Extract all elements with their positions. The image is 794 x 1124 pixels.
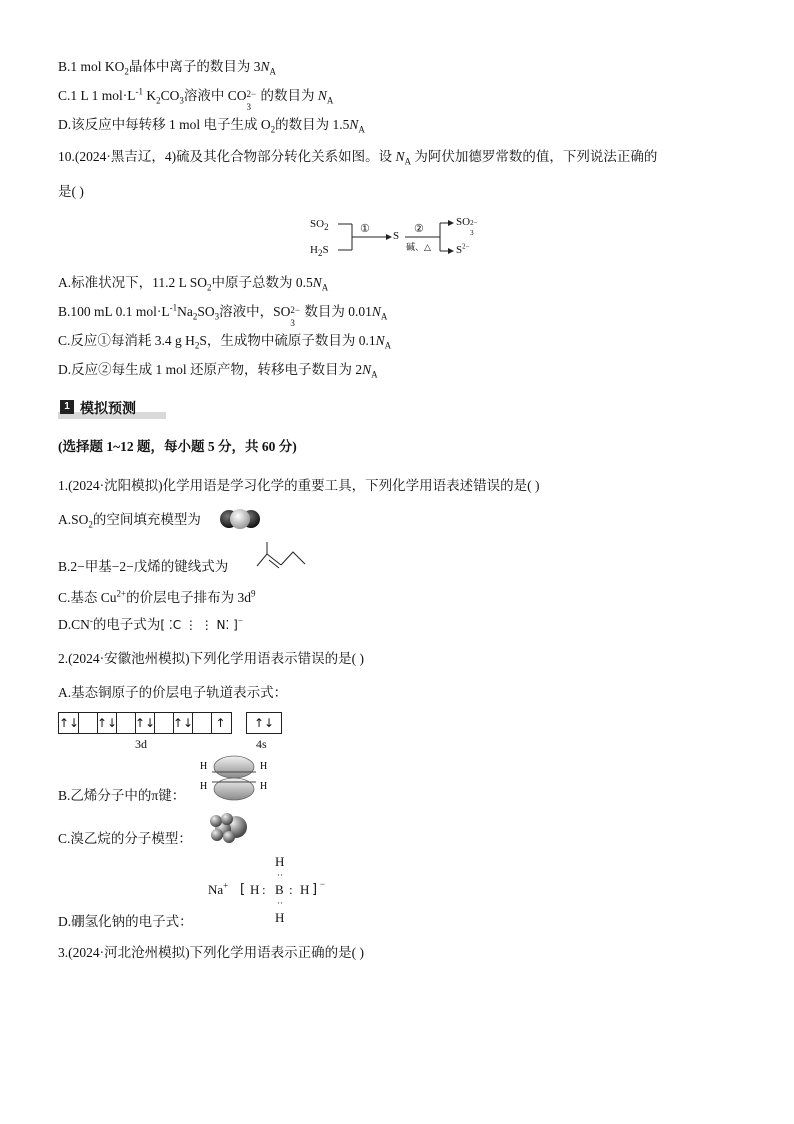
q2-option-b: B.乙烯分子中的π键： <box>58 788 186 803</box>
orbital-box-4s <box>246 712 282 734</box>
h-left: H <box>250 882 260 897</box>
q3-stem: 3.(2024·河北沧州模拟)下列化学用语表示正确的是( ) <box>58 945 364 960</box>
h-bottom: H <box>275 910 285 925</box>
orbital-3d-2: ↑↓ <box>97 716 118 730</box>
bracket-right: ] <box>312 882 318 897</box>
b-atom: B <box>275 882 284 897</box>
so2-space-filling-model <box>219 508 261 530</box>
s2-label: $S^{2-}$ <box>456 242 470 256</box>
dots-bottom: ·· <box>277 898 283 908</box>
q10-option-b: B.100 mL 0.1 $mol\cdot L^{-1}Na_2SO_3$溶液中，SO 2− 3 数目为 $0.01N_A$ <box>58 302 388 328</box>
q2-option-a: A.基态铜原子的价层电子轨道表示式： <box>58 685 288 700</box>
q1-stem: 1.(2024·沈阳模拟)化学用语是学习化学的重要工具，下列化学用语表述错误的是( ) <box>58 478 540 493</box>
q2-option-d: D.硼氢化钠的电子式： <box>58 914 193 929</box>
q2-stem: 2.(2024·安徽池州模拟)下列化学用语表示错误的是( ) <box>58 651 364 666</box>
s-label: S <box>393 230 400 242</box>
dots-left: : <box>262 882 266 897</box>
orbital-3d-1: ↑↓ <box>59 716 80 730</box>
option-b-prev: B.1 mol $KO_2$晶体中离子的数目为 $3N_A$ <box>58 59 277 77</box>
q10-option-c: C.反应①每消耗 3.4 g $H_2S$，生成物中硫原子数目为 $0.1N_A$ <box>58 333 392 351</box>
q2-option-c: C.溴乙烷的分子模型： <box>58 831 192 846</box>
q10-option-d: D.反应②每生成 1 mol 还原产物，转移电子数目为 $2N_A$ <box>58 362 378 380</box>
option-c-prev: C.1 L 1 $mol\cdot L^{-1}$ $K_2CO_3$溶液中 CO 2− 3 的数目为 $N_A$ <box>58 86 334 112</box>
na-ion: Na+ <box>208 880 229 897</box>
bracket-left: [ <box>240 882 246 897</box>
so3-label: SO 2− 3 <box>456 216 478 237</box>
q1-option-a: $A.SO_2$的空间填充模型为 <box>58 512 201 530</box>
section-badge: 1 <box>60 400 74 414</box>
h-atom-4: H <box>260 781 268 792</box>
q10-stem-line2: 是( ) <box>58 184 84 199</box>
label-4s: 4s <box>256 737 267 751</box>
q10-option-a: A.标准状况下，11.2 L $SO_2$中原子总数为 $0.5N_A$ <box>58 275 329 293</box>
condition-label: 碱、△ <box>406 243 431 253</box>
section-header <box>58 399 166 419</box>
label-3d: 3d <box>135 737 147 751</box>
option-d-prev: D.该反应中每转移 1 mol 电子生成 $O_2$的数目为 $1.5N_A$ <box>58 117 365 135</box>
q10-sulfur-diagram <box>308 212 488 262</box>
q1-option-d: D.CN-的电子式为[ ⁚C ⋮ ⋮ N⁚ ]− <box>58 615 243 632</box>
h-atom-1: H <box>200 761 208 772</box>
step2-label: ② <box>414 223 424 235</box>
dots-top: ·· <box>277 870 283 880</box>
section-note: (选择题 1~12 题，每小题 5 分，共 60 分) <box>58 439 297 454</box>
q1-option-c: C.基态 $Cu^{2+}$的价层电子排布为 $3d^9$ <box>58 588 256 605</box>
orbital-3d-3: ↑↓ <box>135 716 156 730</box>
q1-option-b: B.2−甲基−2−戊烯的键线式为 <box>58 559 229 574</box>
orbital-3d-5: ↑ <box>215 716 226 730</box>
section-title: 模拟预测 <box>80 401 136 417</box>
so2-label: $SO_2$ <box>310 218 329 233</box>
h-atom-3: H <box>260 761 268 772</box>
orbital-3d-4: ↑↓ <box>173 716 194 730</box>
dots-right: : <box>289 882 293 897</box>
q10-stem-line1: 10.(2024·黑吉辽，4)硫及其化合物部分转化关系如图。设 $N_A$ 为阿伏加德罗常数的值，下列说法正确的 <box>58 149 658 167</box>
nabh4-electron-formula: H ·· Na+ [ H : B : H ] − ·· H <box>208 854 326 925</box>
h-top: H <box>275 854 285 869</box>
skeletal-formula-2-methyl-2-pentene <box>255 540 307 572</box>
orbital-4s-1: ↑↓ <box>253 716 275 730</box>
pi-bond-model <box>198 755 270 801</box>
h-atom-2: H <box>200 781 208 792</box>
orbital-box-3d <box>58 712 232 734</box>
bromoethane-model <box>207 811 249 843</box>
h2s-label: $H_2S$ <box>310 244 329 259</box>
step1-label: ① <box>360 223 370 235</box>
h-right: H <box>300 882 310 897</box>
